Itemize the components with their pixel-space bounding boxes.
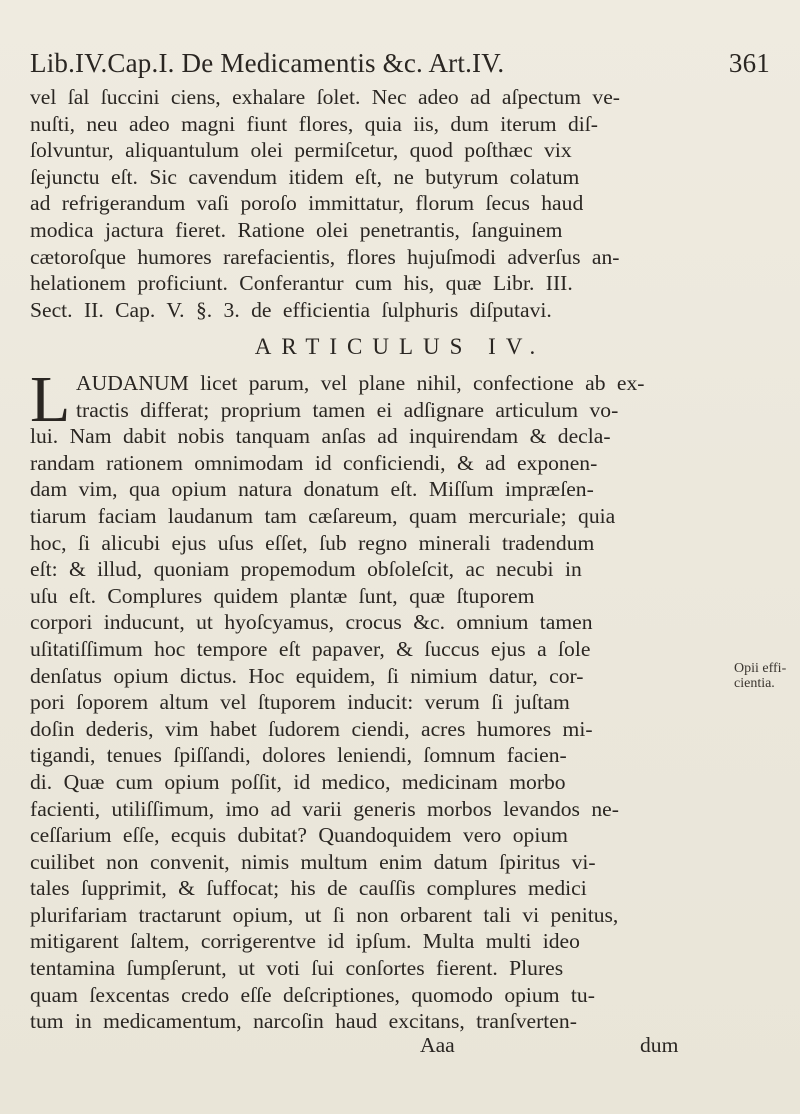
text-line: tales ſupprimit, & ſuffocat; his de cauſſis complures medici [30,876,587,901]
text-line: ſolvuntur, aliquantulum olei permiſcetur, quod poſthæc vix [30,138,572,163]
page-number: 361 [728,48,770,78]
drop-cap: L [30,363,71,436]
text-line: ad refrigerandum vaſi poroſo immittatur, florum ſecus haud [30,191,584,216]
text-line: lui. Nam dabit nobis tanquam anſas ad inquirendam & decla- [30,424,611,449]
catchword: dum [640,1033,679,1057]
text-line: tentamina ſumpſerunt, ut voti ſui conſortes fierent. Plures [30,956,564,981]
text-line: pori ſoporem altum vel ſtuporem inducit: verum ſi juſtam [30,690,570,715]
paragraph-2 [30,363,692,1035]
text-line: tigandi, tenues ſpiſſandi, dolores leniendi, ſomnum facien- [30,743,567,768]
text-line: eſt: & illud, quoniam propemodum obſoleſcit, ac necubi in [30,557,582,582]
text-line: helationem proficiunt. Conferantur cum his, quæ Libr. III. [30,271,573,296]
text-line: cuilibet non convenit, nimis multum enim datum ſpiritus vi- [30,849,596,874]
article-heading: ARTICULUS IV. [254,334,546,359]
text-line: tiarum faciam laudanum tam cæſareum, quam mercuriale; quia [30,503,616,528]
text-line: tum in medicamentum, narcoſin haud excitans, tranſverten- [30,1009,577,1034]
margin-note [734,661,794,691]
text-line: doſin dederis, vim habet ſudorem ciendi, acres humores mi- [30,716,593,741]
text-line: corpori inducunt, ut hyoſcyamus, crocus &c. omnium tamen [30,610,593,635]
text-line: cætoroſque humores rarefacientis, flores hujuſmodi adverſus an- [30,244,620,269]
text-line: di. Quæ cum opium poſſit, id medico, medicinam morbo [30,769,566,794]
running-header [30,44,770,82]
text-line: ceſſarium eſſe, ecquis dubitat? Quandoquidem vero opium [30,823,568,848]
text-line: plurifariam tractarunt opium, ut ſi non orbarent tali vi penitus, [30,902,619,927]
text-line: Sect. II. Cap. V. §. 3. de efficientia ſulphuris diſputavi. [30,297,552,322]
text-line: nuſti, neu adeo magni fiunt flores, quia iis, dum iterum diſ- [30,111,598,136]
margin-note-line: Opii effi- [734,661,787,676]
text-line: AUDANUM licet parum, vel plane nihil, confectione ab ex- [76,371,645,395]
text-line: dam vim, qua opium natura donatum eſt. Miſſum impræſen- [30,477,594,502]
text-line: quam ſexcentas credo eſſe deſcriptiones, quomodo opium tu- [30,982,595,1007]
text-line: uſu eſt. Complures quidem plantæ ſunt, quæ ſtuporem [30,583,535,608]
text-line: mitigarent ſaltem, corrigerentve id ipſum. Multa multi ideo [30,929,580,954]
text-line: randam rationem omnimodam id conficiendi, & ad exponen- [30,450,598,475]
signature-mark: Aaa [420,1033,455,1057]
margin-note-line: cientia. [734,676,775,691]
text-line: hoc, ſi alicubi ejus uſus eſſet, ſub regno minerali tradendum [30,530,595,555]
text-line: uſitatiſſimum hoc tempore eſt papaver, & ſuccus ejus a ſole [30,636,591,661]
text-line: denſatus opium dictus. Hoc equidem, ſi nimium datur, cor- [30,663,584,688]
running-title: Lib.IV.Cap.I. De Medicamentis &c. Art.IV. [30,48,505,78]
paragraph-1 [30,84,692,323]
text-line: facienti, utiliſſimum, imo ad varii generis morbos levandos ne- [30,796,619,821]
text-line: tractis differat; proprium tamen ei adſignare articulum vo- [76,397,619,422]
text-line: vel ſal ſuccini ciens, exhalare ſolet. Nec adeo ad aſpectum ve- [30,85,620,109]
text-line: modica jactura fieret. Ratione olei penetrantis, ſanguinem [30,217,563,242]
text-line: ſejunctu eſt. Sic cavendum itidem eſt, ne butyrum colatum [30,164,580,189]
